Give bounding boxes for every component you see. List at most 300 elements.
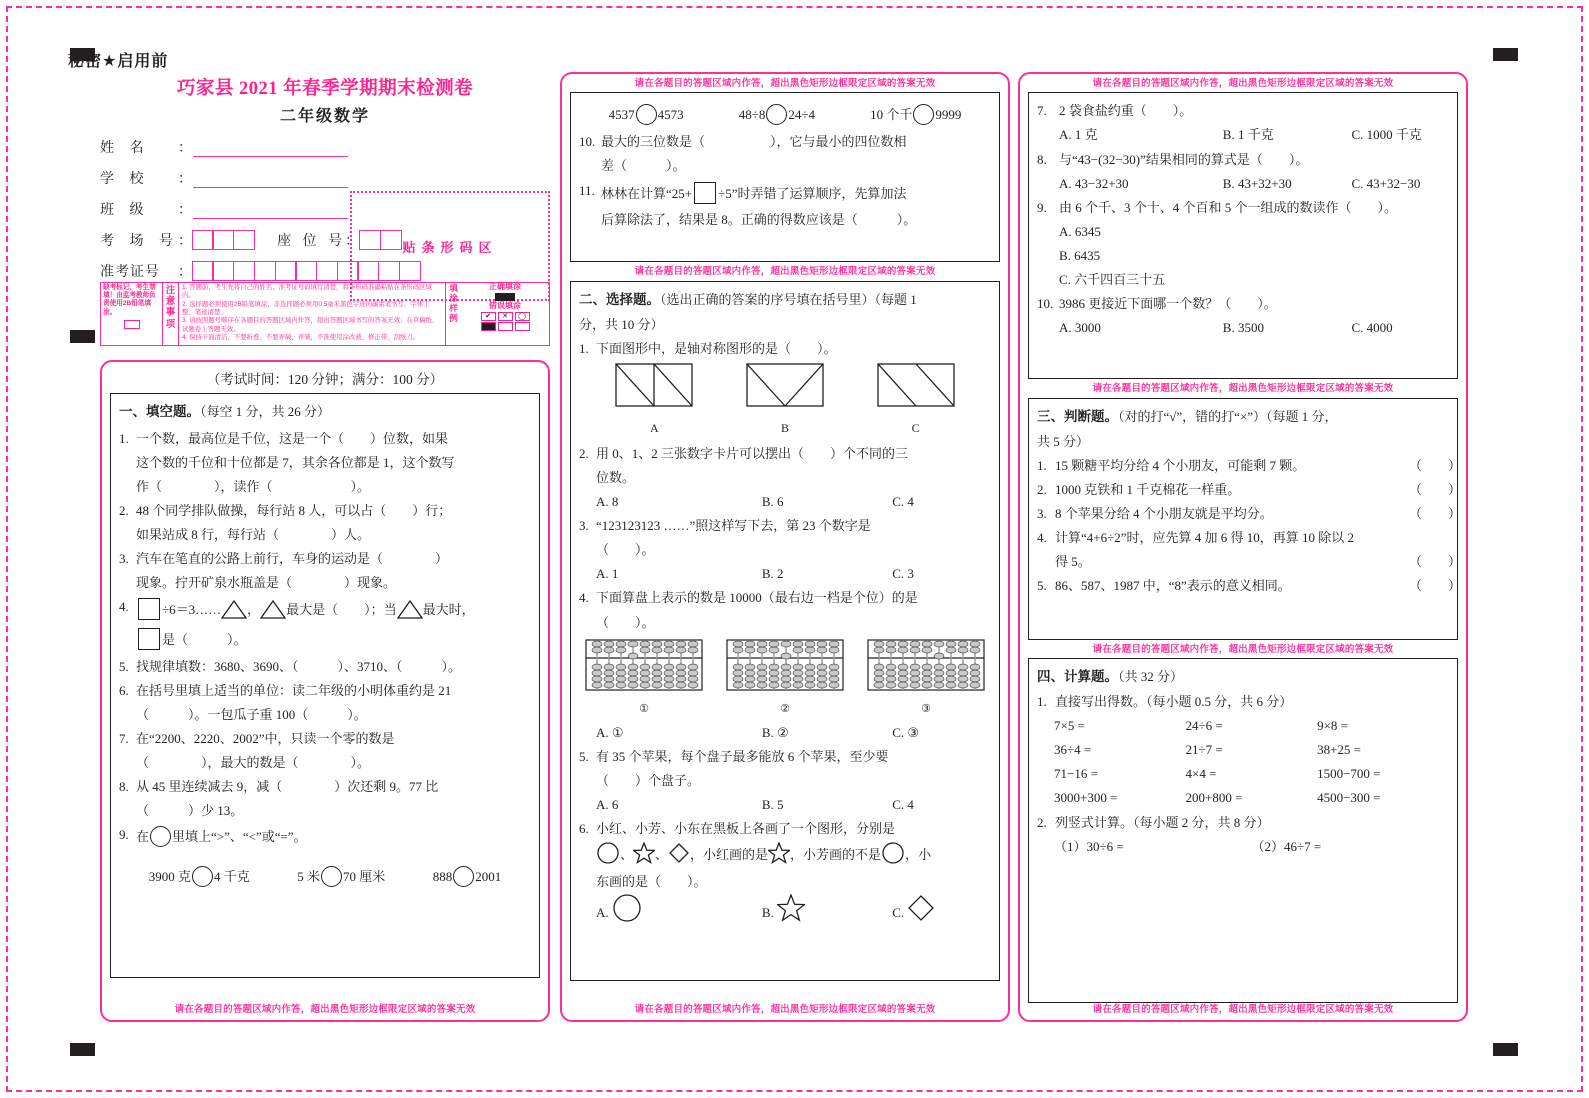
barcode-area: 贴条形码区	[350, 191, 550, 301]
correct-fill-label: 正确填涂	[489, 282, 521, 291]
star-icon	[777, 894, 805, 922]
triangle-icon	[397, 599, 423, 619]
q-number: 7.	[1037, 103, 1047, 119]
q-line: 下面图形中，是轴对称图形的是（ ）。	[596, 340, 837, 356]
q-line: 在括号里填上适当的单位：读二年级的小明体重约是 21	[136, 683, 452, 699]
q-number: 5.	[119, 659, 129, 675]
q-line: （ ）。	[596, 614, 655, 630]
judge-answer-paren[interactable]: （ ）	[1409, 457, 1462, 473]
option-b[interactable]: B. 6435	[1059, 247, 1101, 263]
field-school-label: 学 校	[100, 172, 150, 187]
black-answer-frame-2a[interactable]	[570, 92, 1000, 262]
section-2-title: 二、选择题。	[579, 291, 660, 307]
option-c[interactable]: C. 1000 千克	[1351, 127, 1422, 143]
option-c[interactable]: C. 六千四百三十五	[1059, 271, 1166, 287]
compare-pair[interactable]	[609, 102, 684, 128]
option-c[interactable]: C. 3	[892, 566, 914, 582]
answer-circle-icon[interactable]	[766, 104, 787, 125]
section-1-title: 一、填空题。	[119, 404, 200, 419]
answer-circle-icon[interactable]	[321, 866, 342, 887]
vertical-calc-expr[interactable]: （2）46÷7 =	[1251, 838, 1322, 854]
q-number: 5.	[579, 748, 589, 764]
judge-item[interactable]	[1037, 526, 1449, 550]
option-b[interactable]: B. 6	[761, 494, 784, 510]
rectangle-two-triangles-icon	[615, 363, 693, 409]
absent-marker-box[interactable]	[101, 283, 163, 345]
option-a[interactable]	[596, 894, 762, 928]
question-item	[579, 442, 991, 490]
answer-region-notice: 请在各题目的答题区域内作答，超出黑色矩形边框限定区域的答案无效	[1092, 643, 1394, 655]
judge-answer-paren[interactable]: （ ）	[1409, 505, 1462, 521]
answer-region-3	[1018, 72, 1468, 1022]
adm-cell[interactable]	[316, 261, 338, 281]
option-c[interactable]: C. ③	[892, 724, 920, 740]
notice-band	[100, 282, 550, 346]
q-line: 小红、小芳、小东在黑板上各画了一个图形，分别是	[596, 821, 896, 837]
answer-circle-icon[interactable]	[150, 826, 171, 847]
q-line: 差（ ）。	[601, 158, 686, 174]
notice-item: 3. 请按照题号顺序在各题目的答题区域内作答，超出答题区域书写的答案无效；在草稿纸、试题卷上答题无效。	[182, 317, 439, 333]
question-item	[579, 514, 991, 562]
answer-region-2	[560, 72, 1010, 1022]
calc-row[interactable]	[1037, 762, 1449, 786]
field-seat-label: 座 位 号	[277, 234, 347, 249]
compare-pair[interactable]	[739, 102, 815, 128]
compare-pair[interactable]	[870, 102, 961, 128]
section-2-heading	[579, 288, 991, 337]
calc-expr[interactable]: 7×5 =	[1054, 718, 1085, 734]
judge-text-2: 得 5。	[1055, 554, 1091, 570]
section-4-title: 四、计算题。	[1037, 669, 1118, 685]
page-subtitle: 二年级数学	[279, 108, 370, 125]
adm-cell[interactable]	[212, 261, 234, 281]
compare-left: 48÷8	[738, 107, 766, 123]
q-line: 现象。拧开矿泉水瓶盖是（ ）现象。	[136, 575, 397, 591]
question-item	[579, 586, 991, 634]
calc-row[interactable]	[1037, 738, 1449, 762]
field-class[interactable]	[100, 199, 348, 219]
vertical-calc-expr[interactable]: （1）30÷6 =	[1054, 838, 1124, 854]
option-b[interactable]: B. ②	[761, 724, 789, 740]
q-frag: ，	[247, 602, 261, 618]
black-answer-frame-2b[interactable]	[570, 281, 1000, 981]
q-line: 找规律填数：3680、3690、（ ）、3710、（ ）。	[136, 659, 462, 675]
section-4-score: （共 32 分）	[1118, 669, 1184, 685]
figure-label: B	[780, 420, 789, 435]
room-cell[interactable]	[192, 230, 214, 250]
q-number: 1.	[579, 340, 589, 356]
adm-cell[interactable]	[254, 261, 276, 281]
room-number-boxes[interactable]	[193, 230, 255, 250]
calc-expr[interactable]: 1500−700 =	[1317, 766, 1381, 782]
question-item	[579, 337, 991, 361]
q-number: 10.	[1037, 295, 1054, 311]
dot-mark-icon	[481, 322, 496, 331]
question-item	[119, 775, 531, 823]
calc-expr[interactable]: 36÷4 =	[1054, 742, 1092, 758]
question-item	[579, 817, 991, 894]
fill-sample-vertical-label: 填 涂 样 例	[449, 283, 458, 323]
abacus-option-2[interactable]	[726, 639, 844, 719]
abacus-icon	[585, 639, 703, 691]
compare-left: 888	[432, 869, 453, 884]
abacus-option-1[interactable]	[585, 639, 703, 719]
option-row	[579, 562, 991, 586]
option-b[interactable]: B. 3500	[1222, 319, 1264, 335]
option-c[interactable]: C. 43+32−30	[1351, 175, 1421, 191]
q-number: 4.	[1037, 530, 1047, 546]
diamond-icon	[907, 894, 935, 922]
q-number: 3.	[119, 551, 129, 567]
section-1-score: （每空 1 分，共 26 分）	[200, 404, 331, 419]
absent-note: 缺考标记，考生禁填！由监考教师负责使用2B铅笔填涂。	[103, 284, 156, 316]
fill-sample-box	[445, 283, 549, 345]
judge-item[interactable]	[1037, 502, 1462, 526]
calc-expr[interactable]: 21÷7 =	[1185, 742, 1223, 758]
field-class-label: 班 级	[100, 203, 150, 218]
answer-region-notice: 请在各题目的答题区域内作答，超出黑色矩形边框限定区域的答案无效	[1092, 1003, 1394, 1015]
q-number: 2.	[1037, 481, 1047, 497]
calc-expr[interactable]: 3000+300 =	[1054, 790, 1118, 806]
adm-cell[interactable]	[233, 261, 255, 281]
option-a[interactable]: A. 1	[596, 566, 619, 582]
calc-expr[interactable]: 4500−300 =	[1317, 790, 1381, 806]
q-number: 1.	[1037, 457, 1047, 473]
vertical-calc-row[interactable]	[1037, 835, 1449, 859]
question-item	[119, 679, 531, 727]
figure-label: ①	[639, 702, 649, 715]
q-line: 后算除法了，结果是 8。正确的得数应该是（ ）。	[601, 212, 917, 228]
q-number: 3.	[1037, 505, 1047, 521]
q-frag: ÷6＝3……	[162, 602, 222, 618]
q-number: 7.	[119, 731, 129, 747]
judge-answer-paren[interactable]: （ ）	[1409, 481, 1462, 497]
q-frag: 是（ ）。	[162, 632, 247, 648]
notice-items	[179, 283, 445, 345]
question-item	[119, 655, 531, 679]
q-line: 东画的是（ ）。	[596, 873, 707, 889]
figure-label: ③	[921, 702, 931, 715]
q-line: 48 个同学排队做操，每行站 8 人，可以占（ ）行；	[136, 503, 452, 519]
q-frag: 里填上“>”、“<”或“=”。	[172, 829, 307, 845]
q-number: 10.	[579, 134, 596, 150]
black-answer-frame-3b[interactable]	[1028, 398, 1462, 640]
q-number: 6.	[579, 821, 589, 837]
section-4-heading	[1037, 665, 1449, 690]
option-c-label: C.	[892, 904, 905, 920]
q-line: 位数。	[596, 470, 636, 486]
calc-expr[interactable]: 4×4 =	[1185, 766, 1217, 782]
question-item	[119, 547, 531, 595]
compare-right: 4573	[657, 107, 684, 123]
answer-circle-icon[interactable]	[192, 866, 213, 887]
judge-text: 15 颗糖平均分给 4 个小朋友，可能剩 7 颗。	[1055, 457, 1306, 473]
registration-mark-mid-left	[70, 330, 95, 343]
room-cell[interactable]	[233, 230, 255, 250]
colon: ：	[178, 265, 192, 280]
field-name-input[interactable]	[193, 141, 348, 157]
question-item	[579, 179, 991, 233]
compare-left: 3900 克	[148, 869, 191, 884]
option-row	[579, 793, 991, 817]
notice-vertical-label: 注 意 事 项	[163, 283, 179, 345]
star-icon	[633, 842, 655, 864]
abacus-icon	[726, 639, 844, 691]
q-number: 1.	[119, 430, 129, 446]
q-line: 用 0、1、2 三张数字卡片可以摆出（ ）个不同的三	[596, 446, 909, 462]
sub-title: 直接写出得数。	[1055, 694, 1147, 710]
secret-label: 秘密★启用前	[68, 53, 169, 70]
option-c[interactable]: C. 4	[892, 494, 914, 510]
compare-pair[interactable]	[297, 864, 385, 890]
option-a[interactable]: A. 43−32+30	[1059, 175, 1129, 191]
sub-title: 列竖式计算。	[1055, 814, 1134, 830]
option-b-label: B.	[761, 904, 774, 920]
figure-option-a[interactable]	[615, 363, 693, 439]
correct-fill-swatch	[495, 293, 515, 301]
figure-label: C	[911, 420, 920, 435]
q-number: 9.	[1037, 199, 1047, 215]
q-number: 2.	[119, 503, 129, 519]
answer-circle-icon[interactable]	[453, 866, 474, 887]
calc-row[interactable]	[1037, 714, 1449, 738]
judge-text: 86、587、1987 中，“8”表示的意义相同。	[1055, 578, 1291, 594]
answer-box-icon[interactable]	[138, 598, 160, 620]
question-item	[119, 595, 531, 655]
q-frag: 最大是（ ）；当	[286, 602, 397, 618]
option-row	[579, 490, 991, 514]
question-item	[1037, 99, 1449, 123]
q-frag: 林林在计算“25+	[601, 185, 693, 201]
option-b[interactable]	[762, 894, 892, 928]
compare-left: 4537	[608, 107, 635, 123]
option-row	[579, 894, 991, 928]
figure-option-b[interactable]	[746, 363, 824, 439]
question-item	[119, 499, 531, 547]
circle-icon	[596, 842, 620, 864]
answer-region-notice: 请在各题目的答题区域内作答，超出黑色矩形边框限定区域的答案无效	[634, 266, 936, 278]
exam-header	[100, 72, 550, 281]
q-frag: 在	[136, 829, 150, 845]
symmetry-figure-row	[579, 361, 991, 439]
q-frag: 、	[655, 847, 669, 863]
q-line: 下面算盘上表示的数是 10000（最右边一档是个位）的是	[596, 590, 918, 606]
answer-region-notice: 请在各题目的答题区域内作答，超出黑色矩形边框限定区域的答案无效	[1092, 383, 1394, 395]
compare-right: 70 厘米	[343, 869, 386, 884]
figure-option-c[interactable]	[877, 363, 955, 439]
section-3-title: 三、判断题。	[1037, 408, 1118, 424]
q-frag: ，小	[905, 847, 932, 863]
q-number: 9.	[119, 827, 129, 843]
compare-right: 9999	[935, 107, 962, 123]
q-line: 有 35 个苹果，每个盘子最多能放 6 个苹果，至少要	[596, 748, 889, 764]
option-b[interactable]: B. 5	[761, 797, 784, 813]
calc-expr[interactable]: 71−16 =	[1054, 766, 1098, 782]
check-mark-icon: ✔	[481, 312, 496, 321]
section-3-score-2: 共 5 分）	[1037, 433, 1090, 449]
option-a[interactable]: A. 6345	[1059, 223, 1101, 239]
adm-cell[interactable]	[295, 261, 317, 281]
q-line: 在“2200、2220、2002”中，只读一个零的数是	[136, 731, 395, 747]
black-answer-frame-1[interactable]	[110, 393, 540, 978]
q-number: 4.	[579, 590, 589, 606]
q-number: 2.	[1037, 814, 1047, 830]
circle-mark-icon: ◯	[515, 312, 530, 321]
partial-mark-icon	[498, 322, 513, 331]
judge-item[interactable]	[1037, 478, 1462, 502]
compare-pair[interactable]	[433, 864, 502, 890]
notice-item: 2. 选择题必须使用2B铅笔填涂；非选择题必须用0.5毫米黑色字迹的碳素笔书写，字体工整、笔迹清楚。	[182, 300, 430, 316]
colon: ：	[178, 141, 192, 156]
q-number: 3.	[579, 518, 589, 534]
triangle-icon	[221, 599, 247, 619]
option-a[interactable]: A. 1 克	[1059, 127, 1098, 143]
calc-expr[interactable]: 9×8 =	[1317, 718, 1348, 734]
q-line: 这个数的千位和十位都是 7，其余各位都是 1，这个数写	[136, 455, 455, 471]
option-c[interactable]	[892, 894, 991, 928]
option-b[interactable]: B. 2	[761, 566, 784, 582]
sub-question	[1037, 811, 1449, 835]
compare-right: 24÷4	[788, 107, 815, 123]
option-a[interactable]: A. 3000	[1059, 319, 1101, 335]
abacus-option-3[interactable]	[867, 639, 985, 719]
option-c[interactable]: C. 4	[892, 797, 914, 813]
abacus-figure-row	[579, 635, 991, 719]
colon: ：	[345, 234, 360, 249]
bar-mark-icon	[515, 322, 530, 331]
q-line: （ ）个盘子。	[596, 773, 701, 789]
q-line: “123123123 ……”照这样写下去，第 23 个数字是	[596, 518, 871, 534]
registration-mark-bottom-left	[70, 1043, 95, 1056]
answer-region-notice: 请在各题目的答题区域内作答，超出黑色矩形边框限定区域的答案无效	[634, 78, 936, 89]
column-3	[1018, 72, 1468, 1022]
q-number: 5.	[1037, 578, 1047, 594]
calc-expr[interactable]: 200+800 =	[1185, 790, 1243, 806]
judge-text: 8 个苹果分给 4 个小朋友就是平均分。	[1055, 505, 1273, 521]
q-frag: 最大时，	[422, 602, 475, 618]
field-class-input[interactable]	[193, 203, 348, 219]
answer-circle-icon[interactable]	[636, 104, 657, 125]
field-school-input[interactable]	[193, 172, 348, 188]
page-title: 巧家县 2021 年春季学期期末检测卷	[176, 79, 474, 99]
adm-cell[interactable]	[275, 261, 297, 281]
section-2-score: （选出正确的答案的序号填在括号里）（每题 1	[660, 291, 917, 307]
field-name[interactable]	[100, 137, 348, 157]
option-a[interactable]: A. 8	[596, 494, 619, 510]
question-item	[579, 745, 991, 793]
judge-item-cont[interactable]	[1037, 550, 1462, 574]
judge-answer-paren[interactable]: （ ）	[1409, 554, 1462, 570]
black-answer-frame-3a[interactable]	[1028, 92, 1458, 379]
q-line: （ ），最大的数是（ ）。	[136, 755, 371, 771]
compare-right: 2001	[475, 869, 502, 884]
circle-icon	[881, 842, 905, 864]
colon: ：	[178, 203, 192, 218]
answer-region-1	[100, 360, 550, 1022]
q-line: 如果站成 8 行，每行站（ ）人。	[136, 527, 371, 543]
question-item	[1037, 148, 1449, 172]
cross-mark-icon: ✕	[498, 312, 513, 321]
q-line: 从 45 里连续减去 9，减（ ）次还剩 9。77 比	[136, 779, 439, 795]
column-2	[560, 72, 1010, 1022]
circle-icon	[612, 894, 642, 922]
room-cell[interactable]	[212, 230, 234, 250]
black-answer-frame-3c[interactable]	[1028, 658, 1458, 1003]
q-line: 2 袋食盐约重（ ）。	[1059, 103, 1193, 119]
q-line: 汽车在笔直的公路上前行，车身的运动是（ ）	[136, 551, 449, 567]
wrong-marks-row-1	[461, 312, 549, 321]
q-number: 1.	[1037, 694, 1047, 710]
rectangle-v-triangle-icon	[746, 363, 824, 409]
question-item	[579, 130, 991, 178]
option-b[interactable]: B. 1 千克	[1222, 127, 1274, 143]
calc-expr[interactable]: 24÷6 =	[1185, 718, 1223, 734]
option-row	[1037, 172, 1449, 196]
field-school[interactable]	[100, 168, 348, 188]
question-item	[119, 823, 531, 852]
judge-item[interactable]	[1037, 454, 1462, 478]
section-2-score-2: 分，共 10 分）	[579, 316, 664, 332]
field-admission-label: 准考证号	[100, 265, 160, 280]
registration-mark-top-right	[1493, 48, 1518, 61]
q-line: 3986 更接近下面哪一个数？（ ）。	[1059, 295, 1277, 311]
q-number: 11.	[579, 182, 595, 198]
wrong-marks-row-2	[461, 322, 549, 331]
field-room-label: 考 场 号	[100, 234, 179, 249]
q-number: 4.	[119, 599, 129, 615]
q-frag: 、	[620, 847, 634, 863]
answer-region-notice: 请在各题目的答题区域内作答，超出黑色矩形边框限定区域的答案无效	[174, 1003, 476, 1015]
diamond-icon	[668, 842, 690, 864]
absent-fill-box[interactable]	[124, 320, 140, 329]
option-c[interactable]: C. 4000	[1351, 319, 1393, 335]
answer-region-notice: 请在各题目的答题区域内作答，超出黑色矩形边框限定区域的答案无效	[634, 1003, 936, 1015]
question-item	[119, 427, 531, 499]
judge-answer-paren[interactable]: （ ）	[1409, 578, 1462, 594]
section-3-heading	[1037, 405, 1449, 454]
compare-left: 5 米	[297, 869, 320, 884]
q-line: （ ）少 13。	[136, 803, 244, 819]
answer-box-icon[interactable]	[694, 182, 716, 204]
section-1-heading	[119, 400, 531, 425]
sub-score: （每小题 0.5 分，共 6 分）	[1146, 694, 1293, 710]
sub-score: （每小题 2 分，共 8 分）	[1133, 814, 1270, 830]
wrong-fill-label: 错误填涂	[489, 300, 521, 310]
compare-pair[interactable]	[149, 864, 250, 890]
figure-label: A	[649, 420, 659, 435]
exam-info: （考试时间：120 分钟；满分：100 分）	[206, 372, 444, 387]
calc-row[interactable]	[1037, 786, 1449, 810]
figure-label: ②	[780, 702, 790, 715]
option-a[interactable]: A. ①	[596, 724, 624, 740]
adm-cell[interactable]	[192, 261, 214, 281]
notice-item: 1. 答题前，考生先将自己的姓名、准考证号码填写清楚，将条形码准确粘贴在条形码区域内。	[182, 284, 432, 300]
option-a-label: A.	[596, 904, 609, 920]
answer-circle-icon[interactable]	[913, 104, 934, 125]
calc-expr[interactable]: 38+25 =	[1317, 742, 1361, 758]
rectangle-parallel-diagonals-icon	[877, 363, 955, 409]
option-b[interactable]: B. 43+32+30	[1222, 175, 1292, 191]
judge-item[interactable]	[1037, 574, 1462, 598]
compare-left: 10 个千	[870, 107, 913, 123]
q-line: 最大的三位数是（ ），它与最小的四位数相	[601, 134, 907, 150]
q-line: 与“43−(32−30)”结果相同的算式是（ ）。	[1059, 151, 1309, 167]
option-row	[1037, 123, 1449, 147]
answer-box-icon[interactable]	[138, 628, 160, 650]
q-number: 8.	[119, 779, 129, 795]
option-a[interactable]: A. 6	[596, 797, 619, 813]
triangle-icon	[260, 599, 286, 619]
